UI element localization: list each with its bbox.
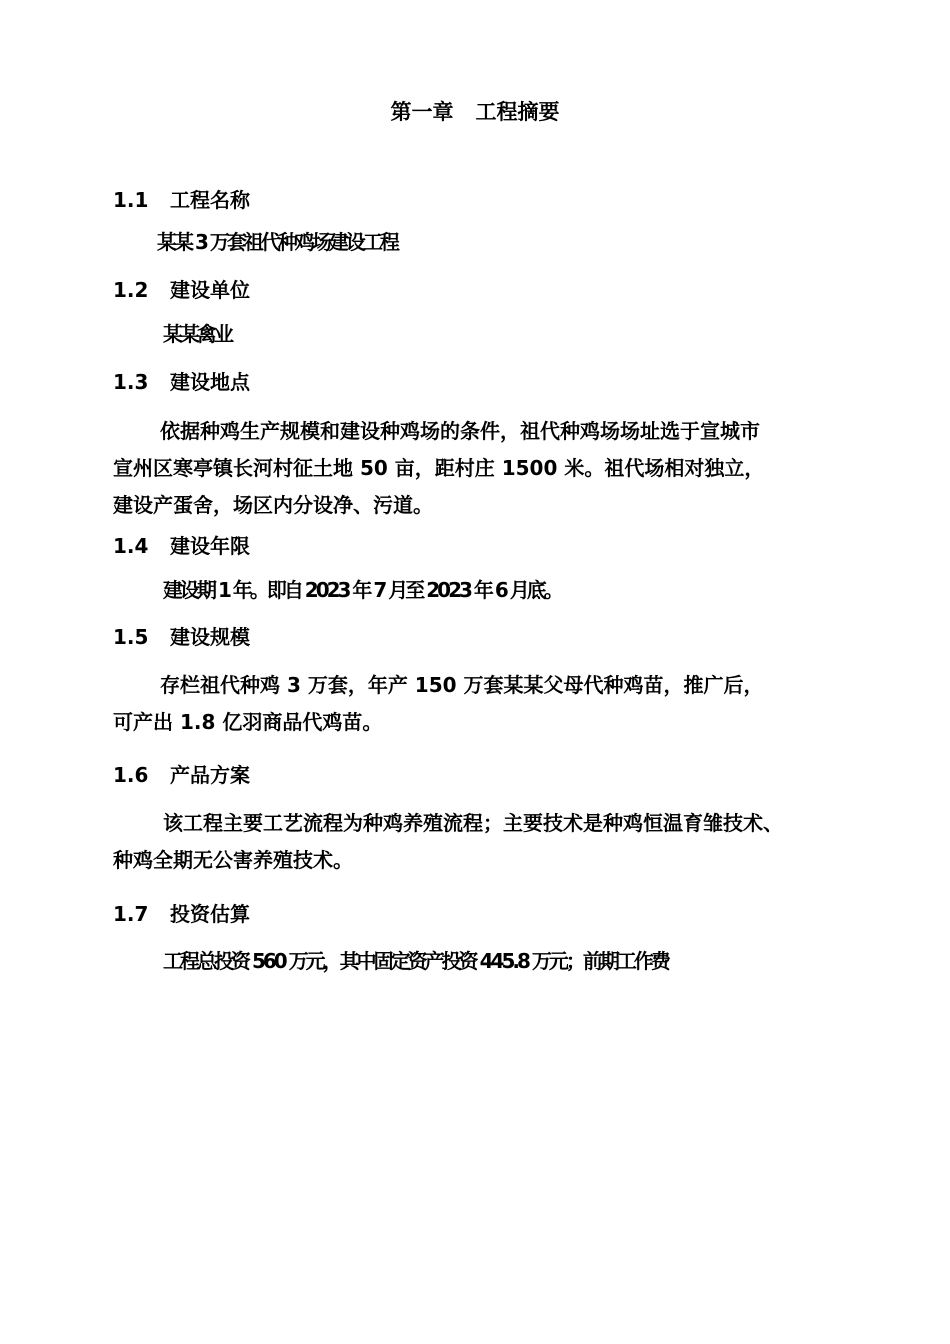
section-heading-1-7 <box>113 898 250 927</box>
body-line: 某某禽业 <box>163 322 231 346</box>
section-body-1-2 <box>163 316 885 353</box>
chapter-label: 第一章 <box>390 100 454 124</box>
section-heading-1-5 <box>113 621 250 650</box>
section-body-1-5 <box>113 667 835 741</box>
section-title: 投资估算 <box>170 902 250 926</box>
chapter-title <box>0 96 950 126</box>
section-body-1-4 <box>163 572 885 609</box>
section-title: 建设单位 <box>170 278 250 302</box>
section-title: 建设年限 <box>170 534 250 558</box>
section-number: 1.1 <box>113 188 149 212</box>
body-line: 种鸡全期无公害养殖技术。 <box>113 848 353 872</box>
section-number: 1.4 <box>113 534 149 558</box>
section-heading-1-6 <box>113 759 250 788</box>
section-number: 1.3 <box>113 370 149 394</box>
body-line: 工程总投资 560 万元，其中固定资产投资 445.8 万元；前期工作费 <box>163 949 668 973</box>
body-line: 可产出 1.8 亿羽商品代鸡苗。 <box>113 710 383 734</box>
section-heading-1-1 <box>113 184 250 213</box>
section-heading-1-3 <box>113 366 250 395</box>
section-title: 建设地点 <box>170 370 250 394</box>
section-number: 1.2 <box>113 278 149 302</box>
section-body-1-7 <box>163 943 885 980</box>
body-line: 该工程主要工艺流程为种鸡养殖流程；主要技术是种鸡恒温育雏技术、 <box>163 811 783 835</box>
chapter-name: 工程摘要 <box>475 100 560 124</box>
body-line: 存栏祖代种鸡 3 万套，年产 150 万套某某父母代种鸡苗，推广后， <box>160 673 764 697</box>
body-line: 某某 3 万套祖代种鸡场建设工程 <box>157 230 397 254</box>
section-number: 1.6 <box>113 763 149 787</box>
section-body-1-1 <box>157 224 879 261</box>
section-body-1-6 <box>113 805 835 879</box>
section-heading-1-2 <box>113 274 250 303</box>
body-line: 依据种鸡生产规模和建设种鸡场的条件，祖代种鸡场场址选于宣城市 <box>160 419 760 443</box>
section-title: 工程名称 <box>170 188 250 212</box>
body-line: 建设期 1 年。即自 2023 年 7 月至 2023 年 6 月底。 <box>163 578 561 602</box>
section-heading-1-4 <box>113 530 250 559</box>
body-line: 宣州区寒亭镇长河村征土地 50 亩，距村庄 1500 米。祖代场相对独立， <box>113 456 765 480</box>
section-number: 1.7 <box>113 902 149 926</box>
section-title: 产品方案 <box>170 763 250 787</box>
section-number: 1.5 <box>113 625 149 649</box>
section-body-1-3 <box>113 413 835 524</box>
body-line: 建设产蛋舍，场区内分设净、污道。 <box>113 493 433 517</box>
section-title: 建设规模 <box>170 625 250 649</box>
